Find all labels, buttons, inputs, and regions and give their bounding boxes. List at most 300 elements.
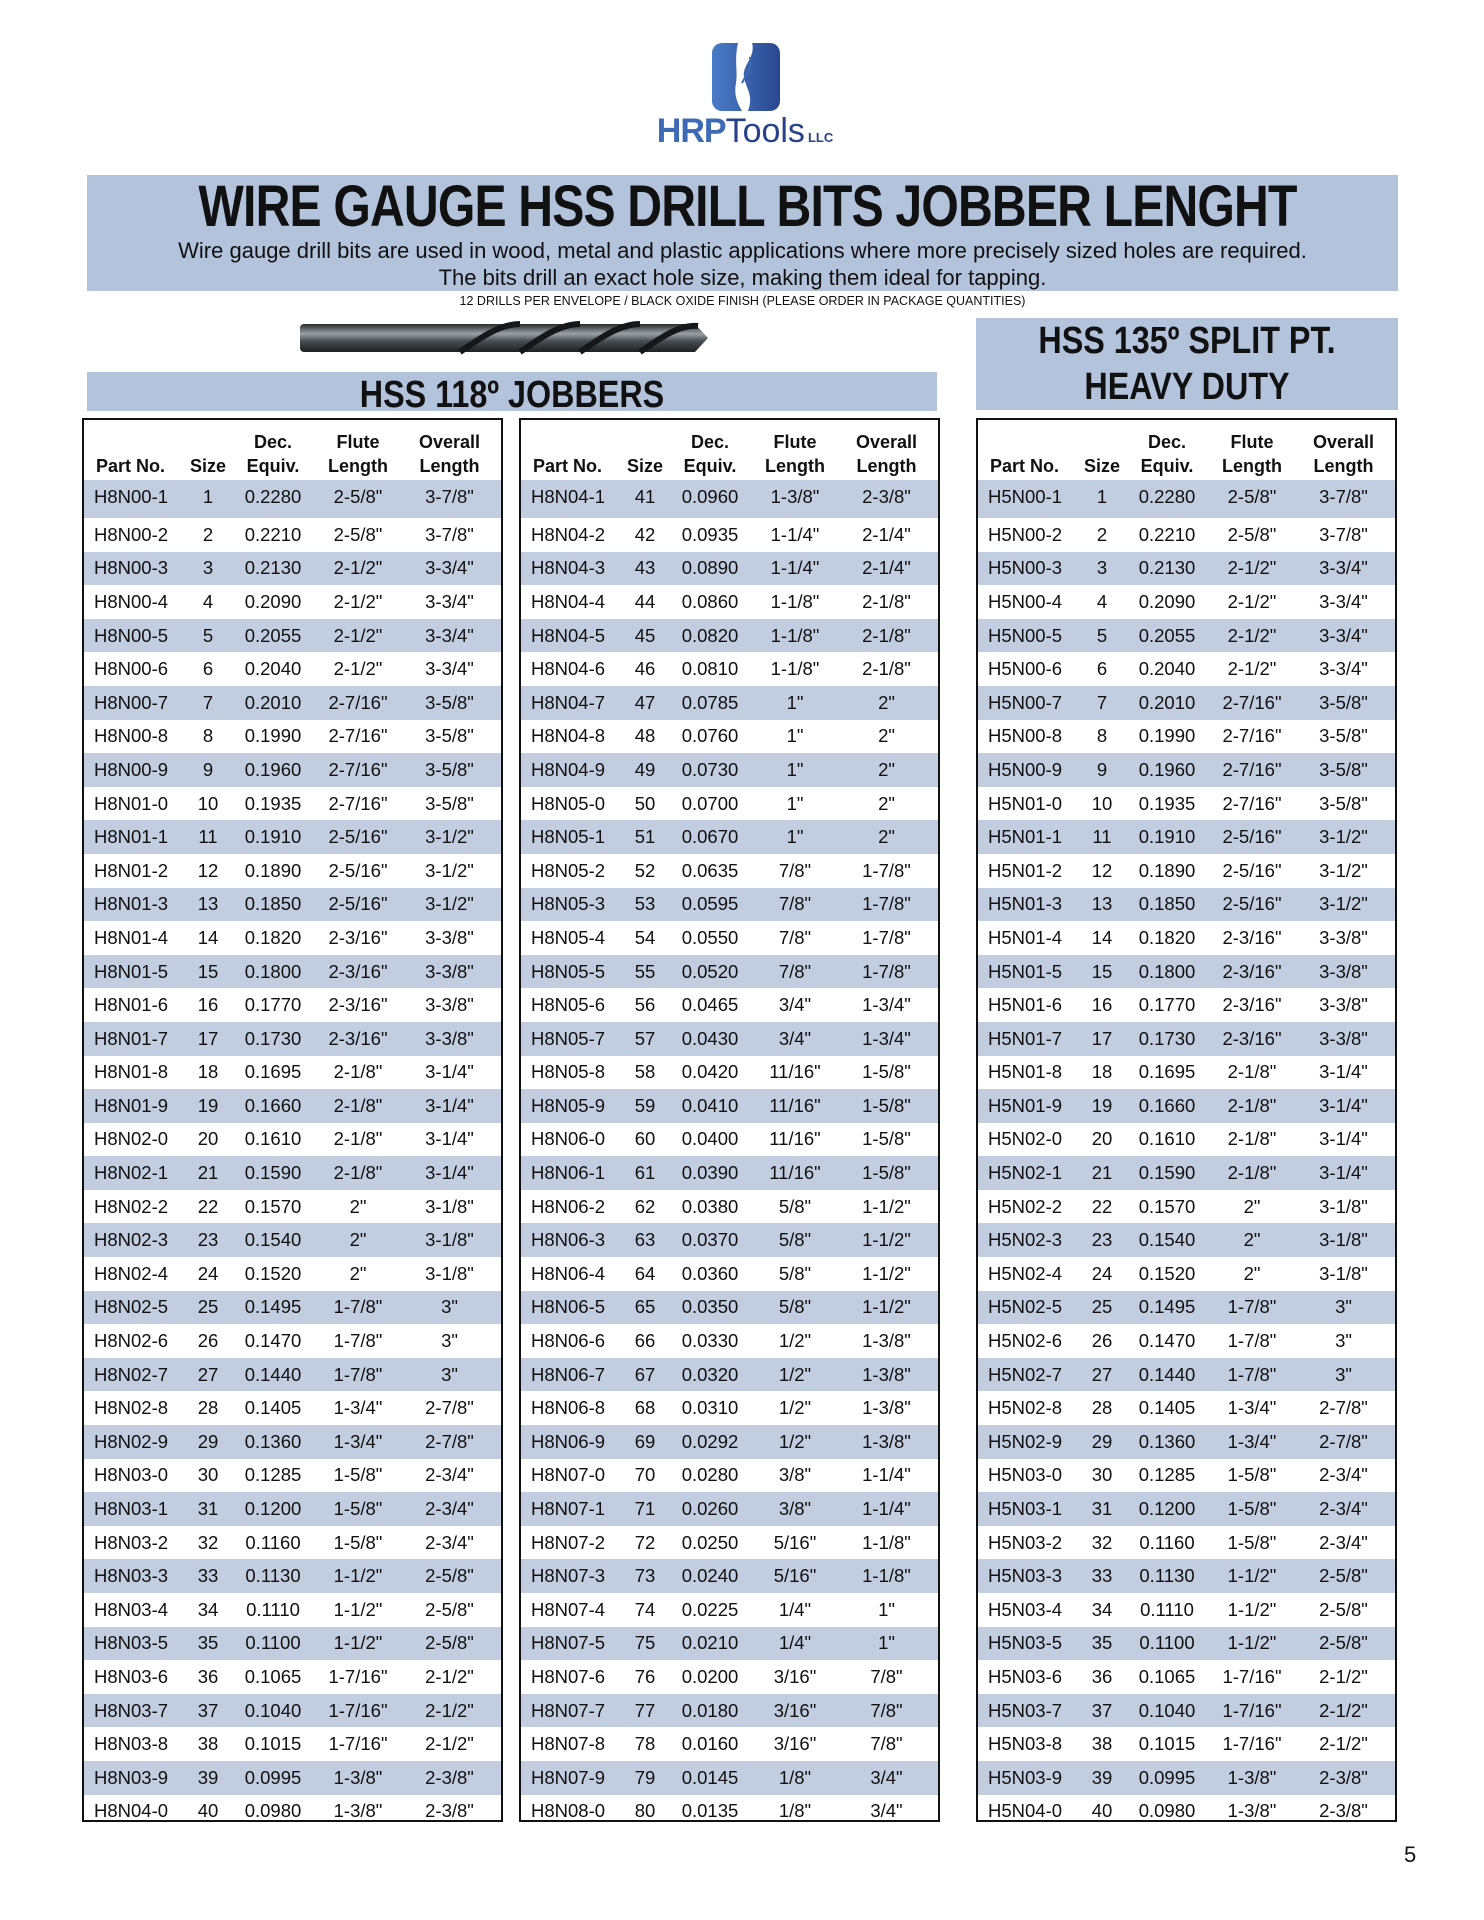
cell-size: 51 — [634, 826, 656, 848]
cell-size: 74 — [634, 1598, 656, 1620]
cell-size: 78 — [634, 1733, 656, 1755]
table-row — [978, 1526, 1395, 1560]
cell-size: 71 — [634, 1498, 656, 1520]
cell-flute-length: 2-7/16" — [328, 691, 388, 713]
cell-overall-length: 1-1/4" — [862, 1464, 911, 1486]
cell-dec-equiv: 0.1910 — [1138, 826, 1196, 848]
cell-overall-length: 3-3/4" — [425, 557, 474, 579]
cell-overall-length: 1-5/8" — [862, 1128, 911, 1150]
cell-dec-equiv: 0.2010 — [244, 691, 302, 713]
cell-size: 35 — [1091, 1632, 1113, 1654]
cell-size: 30 — [197, 1464, 219, 1486]
table-header — [84, 420, 501, 480]
cell-flute-length: 3/16" — [773, 1699, 817, 1721]
cell-flute-length: 1-1/4" — [770, 523, 820, 545]
cell-overall-length: 7/8" — [870, 1733, 903, 1755]
table-row — [84, 753, 501, 787]
table-row — [521, 518, 938, 552]
cell-size: 15 — [197, 960, 219, 982]
cell-flute-length: 1-1/8" — [770, 624, 820, 646]
cell-flute-length: 1/2" — [778, 1430, 812, 1452]
table-row — [84, 619, 501, 653]
cell-size: 16 — [197, 994, 219, 1016]
cell-overall-length: 1-7/8" — [862, 893, 911, 915]
cell-part-no: H8N01-7 — [94, 1027, 169, 1049]
cell-part-no: H8N06-8 — [531, 1397, 606, 1419]
cell-size: 28 — [197, 1397, 219, 1419]
cell-size: 12 — [197, 859, 219, 881]
cell-dec-equiv: 0.1800 — [1138, 960, 1196, 982]
cell-flute-length: 2-5/16" — [328, 893, 388, 915]
cell-part-no: H8N01-8 — [94, 1061, 169, 1083]
cell-flute-length: 1-7/8" — [1227, 1296, 1277, 1318]
table-row — [84, 1694, 501, 1728]
cell-dec-equiv: 0.1820 — [244, 926, 302, 948]
cell-dec-equiv: 0.1160 — [1139, 1531, 1195, 1553]
cell-overall-length: 3-7/8" — [425, 486, 474, 507]
cell-dec-equiv: 0.0635 — [681, 859, 739, 881]
cell-dec-equiv: 0.1160 — [245, 1531, 301, 1553]
cell-size: 35 — [197, 1632, 219, 1654]
cell-flute-length: 1-7/8" — [333, 1330, 383, 1352]
cell-size: 1 — [1096, 486, 1108, 507]
table-row — [521, 787, 938, 821]
cell-part-no: H8N07-8 — [531, 1733, 606, 1755]
cell-flute-length: 7/8" — [778, 960, 812, 982]
column-header-dec-equiv — [1126, 430, 1208, 478]
cell-size: 10 — [1091, 792, 1113, 814]
cell-flute-length: 2-5/8" — [333, 486, 383, 507]
cell-size: 25 — [1091, 1296, 1113, 1318]
cell-dec-equiv: 0.1610 — [1138, 1128, 1196, 1150]
cell-dec-equiv: 0.1360 — [244, 1430, 302, 1452]
cell-size: 33 — [1091, 1565, 1113, 1587]
cell-overall-length: 3-7/8" — [1319, 486, 1368, 507]
cell-size: 21 — [1091, 1162, 1113, 1184]
cell-dec-equiv: 0.1570 — [1138, 1195, 1196, 1217]
table-row — [521, 1056, 938, 1090]
cell-flute-length: 1" — [786, 792, 804, 814]
cell-overall-length: 2-1/4" — [862, 523, 911, 545]
cell-size: 5 — [202, 624, 214, 646]
cell-flute-length: 2-3/16" — [1222, 1027, 1282, 1049]
table-row — [521, 552, 938, 586]
column-header-line: Size — [189, 456, 227, 476]
cell-dec-equiv: 0.1040 — [244, 1699, 302, 1721]
cell-dec-equiv: 0.1285 — [1138, 1464, 1196, 1486]
cell-flute-length: 1-1/2" — [1227, 1565, 1277, 1587]
cell-part-no: H8N05-7 — [531, 1027, 606, 1049]
table-row — [84, 1459, 501, 1493]
cell-part-no: H5N01-8 — [988, 1061, 1063, 1083]
cell-overall-length: 3-1/4" — [1319, 1162, 1368, 1184]
cell-part-no: H8N02-6 — [94, 1330, 169, 1352]
column-header-line: Dec. — [1147, 432, 1187, 452]
cell-part-no: H8N02-9 — [94, 1430, 169, 1452]
cell-part-no: H8N04-2 — [531, 523, 606, 545]
cell-size: 37 — [1091, 1699, 1113, 1721]
cell-flute-length: 3/4" — [778, 1027, 812, 1049]
cell-dec-equiv: 0.0760 — [681, 725, 739, 747]
cell-flute-length: 1/8" — [778, 1766, 812, 1788]
cell-part-no: H8N02-8 — [94, 1397, 169, 1419]
cell-flute-length: 2-5/8" — [1227, 523, 1277, 545]
cell-overall-length: 3-1/2" — [1319, 859, 1368, 881]
column-header-line: Overall — [418, 432, 481, 452]
cell-flute-length: 2-1/8" — [333, 1162, 383, 1184]
cell-overall-length: 3-1/8" — [425, 1262, 474, 1284]
cell-flute-length: 2" — [1243, 1262, 1261, 1284]
table-row — [521, 1627, 938, 1661]
cell-overall-length: 7/8" — [870, 1699, 903, 1721]
column-header-line: Length — [419, 456, 480, 476]
cell-flute-length: 2-1/8" — [1227, 1094, 1277, 1116]
table-row — [521, 1123, 938, 1157]
cell-overall-length: 2-1/2" — [1319, 1665, 1368, 1687]
cell-size: 17 — [197, 1027, 219, 1049]
cell-flute-length: 2-1/2" — [1227, 590, 1277, 612]
cell-part-no: H8N04-0 — [94, 1800, 169, 1822]
cell-flute-length: 1-7/16" — [1222, 1665, 1282, 1687]
cell-part-no: H8N06-5 — [531, 1296, 606, 1318]
cell-size: 42 — [634, 523, 656, 545]
cell-overall-length: 2" — [878, 691, 895, 713]
table-135-sizes-1-40 — [976, 418, 1397, 1822]
table-row — [84, 1761, 501, 1795]
cell-overall-length: 1-1/4" — [862, 1498, 911, 1520]
cell-size: 45 — [634, 624, 656, 646]
cell-overall-length: 2" — [878, 725, 895, 747]
cell-dec-equiv: 0.0280 — [681, 1464, 739, 1486]
cell-overall-length: 3-3/4" — [1319, 557, 1368, 579]
cell-overall-length: 1-1/8" — [862, 1531, 911, 1553]
cell-overall-length: 3" — [1335, 1296, 1352, 1318]
column-header-overall-length — [1296, 430, 1391, 478]
cell-part-no: H8N06-3 — [531, 1229, 606, 1251]
table-row — [978, 1627, 1395, 1661]
column-header-line: Equiv. — [683, 456, 737, 476]
cell-overall-length: 1-3/8" — [862, 1363, 911, 1385]
column-header-part-no — [978, 430, 1078, 478]
cell-part-no: H5N03-2 — [988, 1531, 1063, 1553]
logo-brand-regular: Tools — [725, 112, 805, 150]
cell-overall-length: 3-5/8" — [425, 792, 474, 814]
column-header-line: Flute — [1230, 432, 1274, 452]
cell-overall-length: 2-7/8" — [425, 1397, 474, 1419]
cell-part-no: H5N00-8 — [988, 725, 1063, 747]
cell-flute-length: 2" — [1243, 1195, 1261, 1217]
table-row — [521, 1257, 938, 1291]
cell-flute-length: 2-5/16" — [1222, 893, 1282, 915]
cell-overall-length: 1-5/8" — [862, 1162, 911, 1184]
cell-part-no: H5N00-6 — [988, 658, 1063, 680]
cell-dec-equiv: 0.0370 — [681, 1229, 739, 1251]
cell-overall-length: 3-1/2" — [1319, 893, 1368, 915]
cell-dec-equiv: 0.1935 — [244, 792, 302, 814]
cell-size: 13 — [197, 893, 219, 915]
cell-size: 28 — [1091, 1397, 1113, 1419]
cell-flute-length: 2-1/2" — [333, 658, 383, 680]
cell-flute-length: 2-5/16" — [1222, 826, 1282, 848]
cell-size: 40 — [1091, 1800, 1113, 1822]
cell-part-no: H8N06-4 — [531, 1262, 606, 1284]
cell-overall-length: 3-1/2" — [425, 893, 474, 915]
table-row — [84, 720, 501, 754]
cell-dec-equiv: 0.1730 — [1138, 1027, 1196, 1049]
cell-size: 31 — [1091, 1498, 1113, 1520]
cell-dec-equiv: 0.0980 — [244, 1800, 302, 1822]
cell-flute-length: 11/16" — [769, 1128, 821, 1150]
column-header-line — [96, 430, 184, 454]
cell-size: 18 — [1091, 1061, 1113, 1083]
column-header-line: Part No. — [990, 456, 1060, 476]
cell-flute-length: 2-7/16" — [328, 758, 388, 780]
table-row — [978, 921, 1395, 955]
cell-flute-length: 5/16" — [773, 1531, 817, 1553]
column-header-flute-length — [1208, 430, 1296, 478]
cell-part-no: H8N01-5 — [94, 960, 169, 982]
cell-dec-equiv: 0.0820 — [681, 624, 739, 646]
table-row — [521, 1156, 938, 1190]
cell-dec-equiv: 0.1520 — [244, 1262, 302, 1284]
cell-dec-equiv: 0.0310 — [681, 1397, 739, 1419]
cell-flute-length: 1-3/8" — [770, 486, 820, 507]
cell-part-no: H8N00-6 — [94, 658, 169, 680]
cell-flute-length: 7/8" — [778, 859, 812, 881]
table-row — [84, 1627, 501, 1661]
column-header-size — [184, 430, 232, 478]
cell-part-no: H8N04-1 — [531, 486, 606, 507]
cell-flute-length: 1" — [786, 725, 804, 747]
cell-part-no: H5N02-0 — [988, 1128, 1063, 1150]
cell-flute-length: 1/2" — [778, 1397, 812, 1419]
table-row — [84, 888, 501, 922]
cell-flute-length: 1-3/4" — [333, 1397, 383, 1419]
cell-size: 63 — [634, 1229, 656, 1251]
cell-part-no: H8N07-4 — [531, 1598, 606, 1620]
table-row — [978, 1022, 1395, 1056]
cell-overall-length: 3-1/8" — [425, 1229, 474, 1251]
cell-part-no: H5N00-4 — [988, 590, 1063, 612]
cell-flute-length: 5/16" — [773, 1565, 817, 1587]
table-row — [84, 921, 501, 955]
cell-flute-length: 1-7/16" — [328, 1665, 388, 1687]
cell-flute-length: 2-1/2" — [333, 624, 383, 646]
cell-size: 23 — [197, 1229, 219, 1251]
cell-flute-length: 2-3/16" — [328, 1027, 388, 1049]
cell-part-no: H8N03-3 — [94, 1565, 169, 1587]
cell-dec-equiv: 0.1360 — [1138, 1430, 1196, 1452]
cell-size: 14 — [1091, 926, 1113, 948]
table-row — [521, 1190, 938, 1224]
cell-dec-equiv: 0.1770 — [1138, 994, 1196, 1016]
cell-size: 66 — [634, 1330, 656, 1352]
table-row — [978, 1291, 1395, 1325]
cell-dec-equiv: 0.1960 — [244, 758, 302, 780]
cell-size: 73 — [634, 1565, 656, 1587]
cell-dec-equiv: 0.1850 — [1138, 893, 1196, 915]
column-header-line: Part No. — [533, 456, 603, 476]
cell-dec-equiv: 0.1660 — [244, 1094, 302, 1116]
cell-part-no: H8N00-9 — [94, 758, 169, 780]
table-row — [978, 480, 1395, 518]
cell-size: 23 — [1091, 1229, 1113, 1251]
table-row — [978, 955, 1395, 989]
cell-overall-length: 3" — [441, 1330, 458, 1352]
cell-size: 59 — [634, 1094, 656, 1116]
cell-dec-equiv: 0.2040 — [244, 658, 302, 680]
table-row — [84, 1727, 501, 1761]
logo-suffix: LLC — [807, 130, 834, 145]
table-row — [84, 1257, 501, 1291]
cell-dec-equiv: 0.1990 — [1138, 725, 1196, 747]
cell-size: 16 — [1091, 994, 1113, 1016]
cell-part-no: H8N01-6 — [94, 994, 169, 1016]
cell-overall-length: 3-5/8" — [1319, 691, 1368, 713]
cell-size: 38 — [1091, 1733, 1113, 1755]
cell-size: 65 — [634, 1296, 656, 1318]
cell-overall-length: 3-1/4" — [425, 1162, 474, 1184]
cell-flute-length: 1" — [786, 691, 804, 713]
cell-dec-equiv: 0.2280 — [244, 486, 302, 507]
cell-overall-length: 3-1/8" — [425, 1195, 474, 1217]
table-row — [84, 1156, 501, 1190]
cell-dec-equiv: 0.1610 — [244, 1128, 302, 1150]
cell-size: 32 — [1091, 1531, 1113, 1553]
cell-flute-length: 2-1/8" — [1227, 1061, 1277, 1083]
cell-overall-length: 2-5/8" — [425, 1565, 474, 1587]
cell-part-no: H8N07-3 — [531, 1565, 606, 1587]
column-header-flute-length — [751, 430, 839, 478]
cell-overall-length: 1-5/8" — [862, 1094, 911, 1116]
table-row — [84, 1391, 501, 1425]
cell-size: 48 — [634, 725, 656, 747]
cell-flute-length: 1" — [786, 758, 804, 780]
cell-dec-equiv: 0.1405 — [1138, 1397, 1196, 1419]
table-row — [84, 1425, 501, 1459]
cell-part-no: H5N03-3 — [988, 1565, 1063, 1587]
cell-part-no: H5N02-2 — [988, 1195, 1063, 1217]
cell-dec-equiv: 0.1850 — [244, 893, 302, 915]
cell-flute-length: 1-3/4" — [1227, 1397, 1277, 1419]
cell-overall-length: 2" — [878, 758, 895, 780]
column-header-line: Dec. — [690, 432, 730, 452]
cell-flute-length: 2-5/16" — [1222, 859, 1282, 881]
cell-part-no: H5N02-3 — [988, 1229, 1063, 1251]
cell-flute-length: 3/8" — [778, 1464, 812, 1486]
cell-flute-length: 1-1/2" — [1227, 1632, 1277, 1654]
cell-part-no: H8N04-9 — [531, 758, 606, 780]
table-row — [978, 820, 1395, 854]
cell-flute-length: 3/4" — [778, 994, 812, 1016]
logo-brand-bold: HRP — [656, 112, 726, 150]
cell-dec-equiv: 0.0520 — [681, 960, 739, 982]
cell-dec-equiv: 0.1730 — [244, 1027, 302, 1049]
cell-overall-length: 3-3/4" — [425, 590, 474, 612]
table-row — [521, 1694, 938, 1728]
cell-dec-equiv: 0.0225 — [681, 1598, 739, 1620]
section-header-135-split-point — [976, 318, 1398, 410]
cell-part-no: H8N04-7 — [531, 691, 606, 713]
cell-flute-length: 2-1/2" — [1227, 624, 1277, 646]
cell-overall-length: 3-3/8" — [425, 926, 474, 948]
table-row — [521, 1660, 938, 1694]
cell-flute-length: 1-3/8" — [1227, 1766, 1277, 1788]
table-row — [978, 1324, 1395, 1358]
cell-size: 20 — [197, 1128, 219, 1150]
cell-dec-equiv: 0.0250 — [681, 1531, 739, 1553]
page-number: 5 — [1404, 1842, 1417, 1867]
cell-flute-length: 2-1/2" — [333, 557, 383, 579]
table-row — [521, 854, 938, 888]
column-header-line: Equiv. — [1140, 456, 1194, 476]
cell-size: 41 — [634, 486, 656, 507]
cell-dec-equiv: 0.1130 — [1139, 1565, 1195, 1587]
table-header — [978, 420, 1395, 480]
cell-size: 2 — [202, 523, 214, 545]
cell-size: 26 — [1091, 1330, 1113, 1352]
table-row — [84, 955, 501, 989]
cell-dec-equiv: 0.1065 — [244, 1665, 302, 1687]
table-row — [521, 955, 938, 989]
cell-overall-length: 1" — [878, 1632, 895, 1654]
table-row — [978, 888, 1395, 922]
cell-dec-equiv: 0.0980 — [1138, 1800, 1196, 1822]
table-row — [978, 1761, 1395, 1795]
cell-part-no: H8N05-5 — [531, 960, 606, 982]
cell-overall-length: 1-1/2" — [862, 1229, 911, 1251]
table-row — [521, 1795, 938, 1829]
cell-flute-length: 2-3/16" — [1222, 994, 1282, 1016]
column-header-size — [1078, 430, 1126, 478]
cell-size: 8 — [1096, 725, 1108, 747]
cell-flute-length: 2-7/16" — [1222, 792, 1282, 814]
cell-overall-length: 1-1/8" — [862, 1565, 911, 1587]
cell-dec-equiv: 0.0135 — [681, 1800, 739, 1822]
cell-dec-equiv: 0.0420 — [681, 1061, 739, 1083]
table-row — [978, 1391, 1395, 1425]
cell-part-no: H8N04-3 — [531, 557, 606, 579]
table-118-sizes-1-40 — [82, 418, 503, 1822]
cell-part-no: H5N01-2 — [988, 859, 1063, 881]
table-row — [521, 1358, 938, 1392]
cell-overall-length: 2-3/8" — [425, 1766, 474, 1788]
cell-overall-length: 2-3/4" — [1319, 1531, 1368, 1553]
cell-flute-length: 2-1/8" — [333, 1094, 383, 1116]
cell-size: 79 — [634, 1766, 656, 1788]
cell-overall-length: 2-3/8" — [1319, 1800, 1368, 1822]
cell-size: 50 — [634, 792, 656, 814]
cell-part-no: H8N04-4 — [531, 590, 606, 612]
cell-dec-equiv: 0.1520 — [1138, 1262, 1196, 1284]
cell-flute-length: 1-1/4" — [770, 557, 820, 579]
cell-size: 14 — [197, 926, 219, 948]
cell-size: 57 — [634, 1027, 656, 1049]
cell-size: 4 — [202, 590, 214, 612]
cell-overall-length: 2-7/8" — [1319, 1397, 1368, 1419]
cell-size: 29 — [1091, 1430, 1113, 1452]
table-row — [978, 1257, 1395, 1291]
cell-dec-equiv: 0.0860 — [681, 590, 739, 612]
cell-overall-length: 3-1/8" — [1319, 1262, 1368, 1284]
table-row — [521, 1391, 938, 1425]
cell-part-no: H5N03-4 — [988, 1598, 1063, 1620]
cell-part-no: H8N02-2 — [94, 1195, 169, 1217]
cell-flute-length: 2-3/16" — [328, 994, 388, 1016]
cell-dec-equiv: 0.1495 — [244, 1296, 302, 1318]
cell-overall-length: 3-1/2" — [425, 859, 474, 881]
table-row — [978, 686, 1395, 720]
